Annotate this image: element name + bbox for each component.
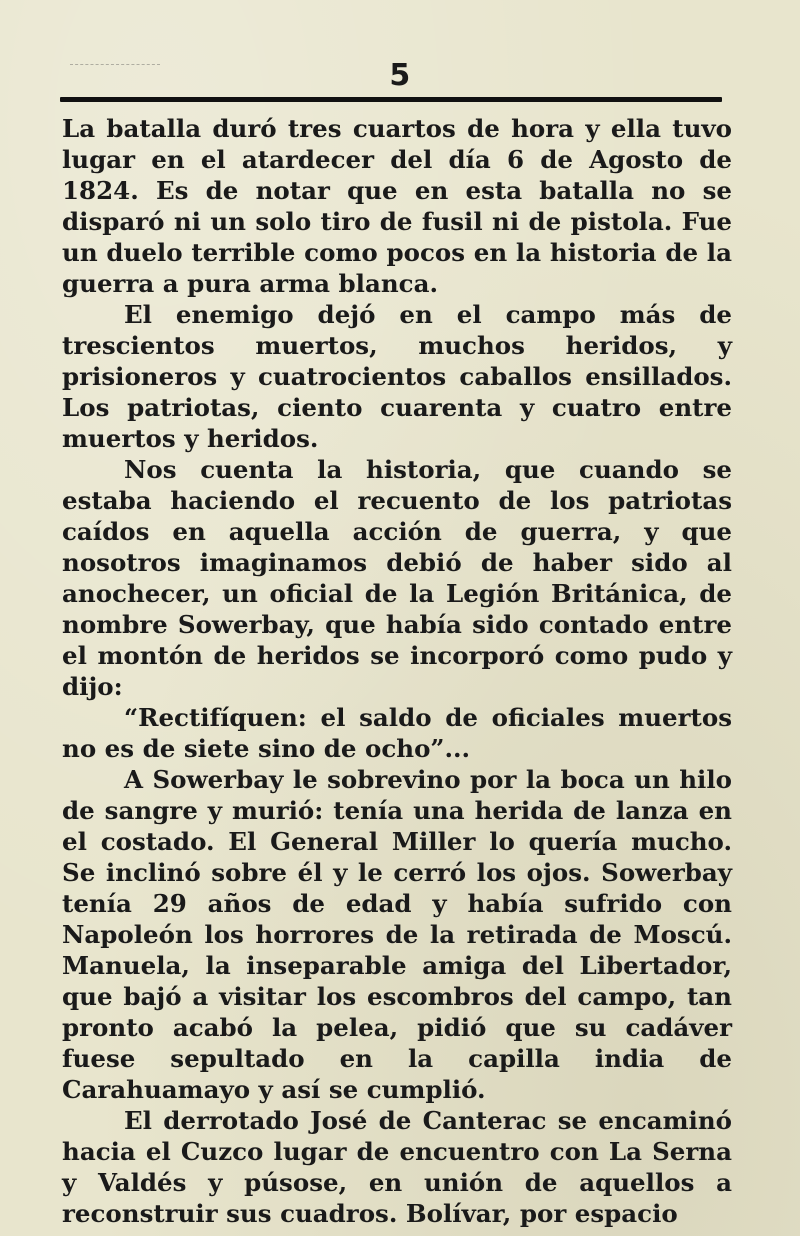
paragraph: A Sowerbay le sobrevino por la boca un hilo de sangre y murió: tenía una herida de lanza en el costado. El General Miller lo quería mucho. Se inclinó sobre él y le cerró los ojos. Sowerbay tenía 29 años de edad y había sufrido con Napoleón los horrores de la retirada de Moscú. Manuela, la inseparable amiga del Libertador, que bajó a visitar los escombros del campo, tan pronto acabó la pelea, pidió que su cadáver fuese sepultado en la capilla india de Carahuamayo y así se cumplió. bbox=[62, 765, 732, 1104]
paragraph: El enemigo dejó en el campo más de trescientos muertos, muchos heridos, y prisioneros y cuatrocientos caballos ensillados. Los patriotas, ciento cuarenta y cuatro entre muertos y heridos. bbox=[62, 300, 732, 453]
page-number: 5 bbox=[389, 58, 411, 93]
paragraph: El derrotado José de Canterac se encaminó hacia el Cuzco lugar de encuentro con La Serna y Valdés y púsose, en unión de aquellos a reconstruir sus cuadros. Bolívar, por espacio bbox=[62, 1106, 732, 1228]
body-text bbox=[62, 113, 732, 1229]
header-rule bbox=[60, 97, 722, 102]
paragraph: Nos cuenta la historia, que cuando se estaba haciendo el recuento de los patriotas caídos en aquella acción de guerra, y que nosotros imaginamos debió de haber sido al anochecer, un oficial de la Legión Británica, de nombre Sowerbay, que había sido contado entre el montón de heridos se incorporó como pudo y dijo: bbox=[62, 455, 732, 701]
paragraph: “Rectifíquen: el saldo de oficiales muertos no es de siete sino de ocho”... bbox=[62, 703, 732, 763]
paragraph: La batalla duró tres cuartos de hora y ella tuvo lugar en el atardecer del día 6 de Agosto de 1824. Es de notar que en esta batalla no se disparó ni un solo tiro de fusil ni de pistola. Fue un duelo terrible como pocos en la historia de la guerra a pura arma blanca. bbox=[62, 114, 732, 298]
